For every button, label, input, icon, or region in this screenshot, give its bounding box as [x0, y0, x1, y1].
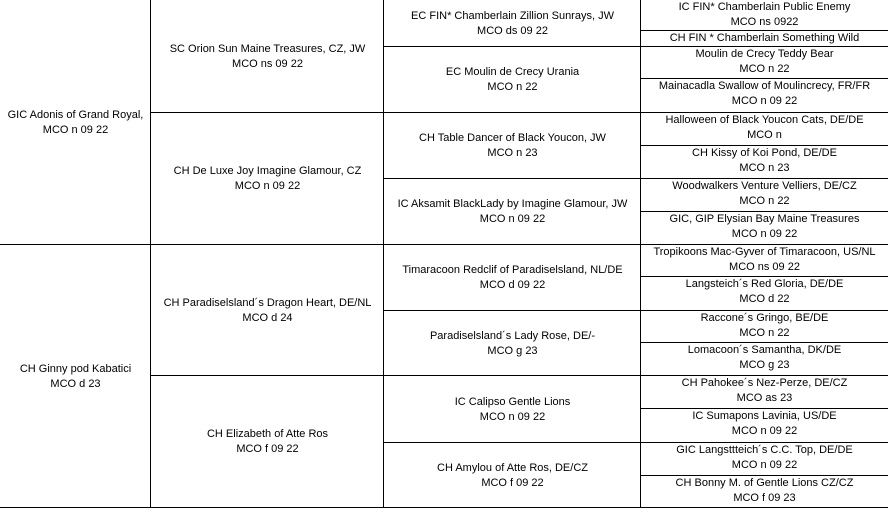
pedigree-cell-gen4 [641, 476, 888, 508]
cat-name: CH Pahokee´s Nez-Perze, DE/CZ [681, 377, 848, 389]
cat-breed-code: MCO n 22 [739, 195, 790, 207]
cat-name: CH De Luxe Joy Imagine Glamour, CZ [173, 165, 362, 177]
pedigree-cell-gen4 [641, 409, 888, 443]
cat-name: GIC Adonis of Grand Royal, [7, 108, 144, 121]
column-divider [640, 0, 641, 508]
pedigree-cell-gen2 [151, 0, 384, 113]
pedigree-cell-gen3 [384, 376, 641, 443]
pedigree-cell-gen1 [0, 245, 151, 508]
cat-breed-code: MCO as 23 [736, 392, 793, 404]
cat-name: EC FIN* Chamberlain Zillion Sunrays, JW [411, 9, 614, 22]
cat-breed-code: MCO f 09 22 [481, 476, 544, 489]
cat-breed-code: MCO d 09 22 [479, 279, 546, 291]
cat-breed-code: MCO d 22 [739, 293, 790, 305]
cat-name: Langsteich´s Red Gloria, DE/DE [685, 278, 844, 290]
cat-breed-code: MCO d 24 [242, 311, 293, 324]
cat-breed-code: MCO n 09 22 [234, 180, 301, 192]
pedigree-cell-gen4 [641, 277, 888, 311]
column-divider [383, 0, 384, 508]
cat-breed-code: MCO d 23 [50, 377, 101, 390]
cat-name: IC Calipso Gentle Lions [454, 395, 571, 408]
pedigree-cell-gen4 [641, 31, 888, 47]
pedigree-cell-gen2 [151, 113, 384, 245]
pedigree-cell-gen3 [384, 311, 641, 376]
pedigree-cell-gen4 [641, 212, 888, 245]
cat-breed-code: MCO n 09 22 [479, 213, 546, 225]
pedigree-cell-gen3 [384, 443, 641, 508]
cat-breed-code: MCO n 23 [487, 147, 538, 159]
pedigree-cell-gen4 [641, 113, 888, 146]
cat-name: CH Ginny pod Kabatici [19, 362, 132, 375]
cat-breed-code: MCO n 09 22 [479, 410, 546, 423]
pedigree-cell-gen4 [641, 179, 888, 212]
cat-breed-code: MCO n 09 22 [731, 459, 798, 471]
pedigree-cell-gen4 [641, 443, 888, 476]
cat-name: EC Moulin de Crecy Urania [445, 66, 580, 78]
pedigree-cell-gen3 [384, 113, 641, 179]
pedigree-cell-gen3 [384, 245, 641, 311]
cat-name: IC FIN* Chamberlain Public Enemy [678, 1, 851, 13]
cat-name: CH Amylou of Atte Ros, DE/CZ [437, 461, 588, 474]
column-divider [150, 0, 151, 508]
cat-name: Mainacadla Swallow of Moulincrecy, FR/FR [658, 80, 871, 92]
pedigree-cell-gen4 [641, 343, 888, 376]
cat-name: CH Elizabeth of Atte Ros [206, 428, 329, 440]
pedigree-cell-gen1 [0, 0, 151, 245]
cat-name: CH Bonny M. of Gentle Lions CZ/CZ [675, 477, 854, 489]
pedigree-cell-gen3 [384, 47, 641, 113]
pedigree-cell-gen2 [151, 376, 384, 508]
cat-name: Halloween of Black Youcon Cats, DE/DE [665, 114, 864, 126]
cat-name: GIC, GIP Elysian Bay Maine Treasures [669, 213, 860, 225]
cat-name: Paradiselsland´s Lady Rose, DE/- [429, 329, 596, 342]
cat-name: CH Kissy of Koi Pond, DE/DE [692, 147, 837, 159]
pedigree-cell-gen4 [641, 146, 888, 179]
cat-name: IC Aksamit BlackLady by Imagine Glamour, JW [397, 198, 628, 210]
cat-breed-code: MCO ns 0922 [730, 16, 799, 28]
pedigree-cell-gen4 [641, 311, 888, 343]
cat-breed-code: MCO g 23 [487, 344, 538, 357]
pedigree-cell-gen4 [641, 376, 888, 409]
cat-breed-code: MCO g 23 [739, 359, 790, 371]
pedigree-cell-gen4 [641, 79, 888, 113]
cat-breed-code: MCO ns 09 22 [729, 261, 800, 273]
pedigree-cell-gen3 [384, 0, 641, 47]
cat-name: CH Paradiselsland´s Dragon Heart, DE/NL [163, 296, 372, 309]
cat-breed-code: MCO n 09 22 [42, 123, 109, 136]
cat-breed-code: MCO n 09 22 [731, 95, 798, 107]
pedigree-cell-gen4 [641, 0, 888, 31]
bottom-border [0, 507, 888, 508]
cat-name: Woodwalkers Venture Velliers, DE/CZ [672, 180, 857, 192]
cat-breed-code: MCO n 09 22 [731, 425, 798, 437]
cat-name: GIC Langsttteich´s C.C. Top, DE/DE [676, 444, 853, 456]
cat-breed-code: MCO ns 09 22 [232, 57, 303, 70]
cat-breed-code: MCO ds 09 22 [477, 24, 548, 37]
cat-name: CH FIN * Chamberlain Something Wild [669, 32, 860, 44]
cat-name: Timaracoon Redclif of Paradiselsland, NL/DE [402, 264, 623, 276]
cat-name: Lomacoon´s Samantha, DK/DE [687, 344, 842, 356]
pedigree-cell-gen3 [384, 179, 641, 245]
cat-name: Moulin de Crecy Teddy Bear [695, 48, 834, 60]
pedigree-cell-gen4 [641, 245, 888, 277]
cat-breed-code: MCO n [747, 129, 782, 141]
cat-breed-code: MCO f 09 22 [236, 443, 299, 455]
cat-breed-code: MCO n 22 [487, 81, 538, 93]
cat-breed-code: MCO f 09 23 [733, 492, 796, 504]
cat-breed-code: MCO n 09 22 [731, 228, 798, 240]
cat-name: CH Table Dancer of Black Youcon, JW [419, 132, 606, 144]
cat-breed-code: MCO n 23 [739, 162, 790, 174]
cat-breed-code: MCO n 22 [739, 327, 790, 339]
pedigree-cell-gen2 [151, 245, 384, 376]
pedigree-cell-gen4 [641, 47, 888, 79]
cat-name: Tropikoons Mac-Gyver of Timaracoon, US/NL [653, 246, 876, 258]
cat-name: IC Sumapons Lavinia, US/DE [692, 410, 837, 422]
cat-name: SC Orion Sun Maine Treasures, CZ, JW [169, 42, 366, 55]
cat-name: Raccone´s Gringo, BE/DE [700, 312, 829, 324]
cat-breed-code: MCO n 22 [739, 63, 790, 75]
